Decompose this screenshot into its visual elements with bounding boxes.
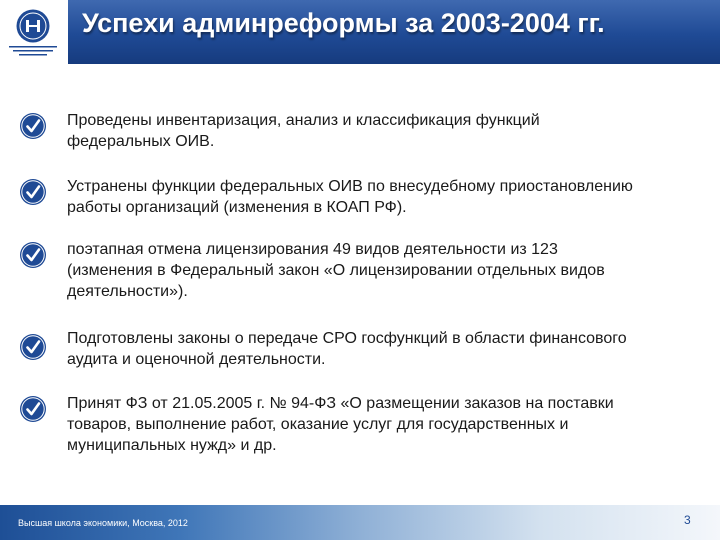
page-number: 3 <box>684 513 691 527</box>
list-item-text: Принят ФЗ от 21.05.2005 г. № 94-ФЗ «О размещении заказов на поставки товаров, выполнение работ, оказание услуг для государственных и муниципальных нужд» и др. <box>67 395 614 454</box>
list-item-text: Проведены инвентаризация, анализ и классификация функций федеральных ОИВ. <box>67 112 540 150</box>
list-item-text: Подготовлены законы о передаче СРО госфункций в области финансового аудита и оценочной деятельности. <box>67 330 627 368</box>
slide-title: Успехи админреформы за 2003-2004 гг. <box>82 8 605 38</box>
slide-footer <box>0 505 720 540</box>
check-circle-icon <box>19 112 47 140</box>
footer-caption: Высшая школа экономики, Москва, 2012 <box>18 518 188 528</box>
check-circle-icon <box>19 178 47 206</box>
check-circle-icon <box>19 395 47 423</box>
list-item-text: поэтапная отмена лицензирования 49 видов деятельности из 123 (изменения в Федеральный закон «О лицензировании отдельных видов деятельности»). <box>67 241 605 300</box>
list-item-text: Устранены функции федеральных ОИВ по внесудебному приостановлению работы организаций (изменения в КОАП РФ). <box>67 178 633 216</box>
check-circle-icon <box>19 241 47 269</box>
check-circle-icon <box>19 333 47 361</box>
